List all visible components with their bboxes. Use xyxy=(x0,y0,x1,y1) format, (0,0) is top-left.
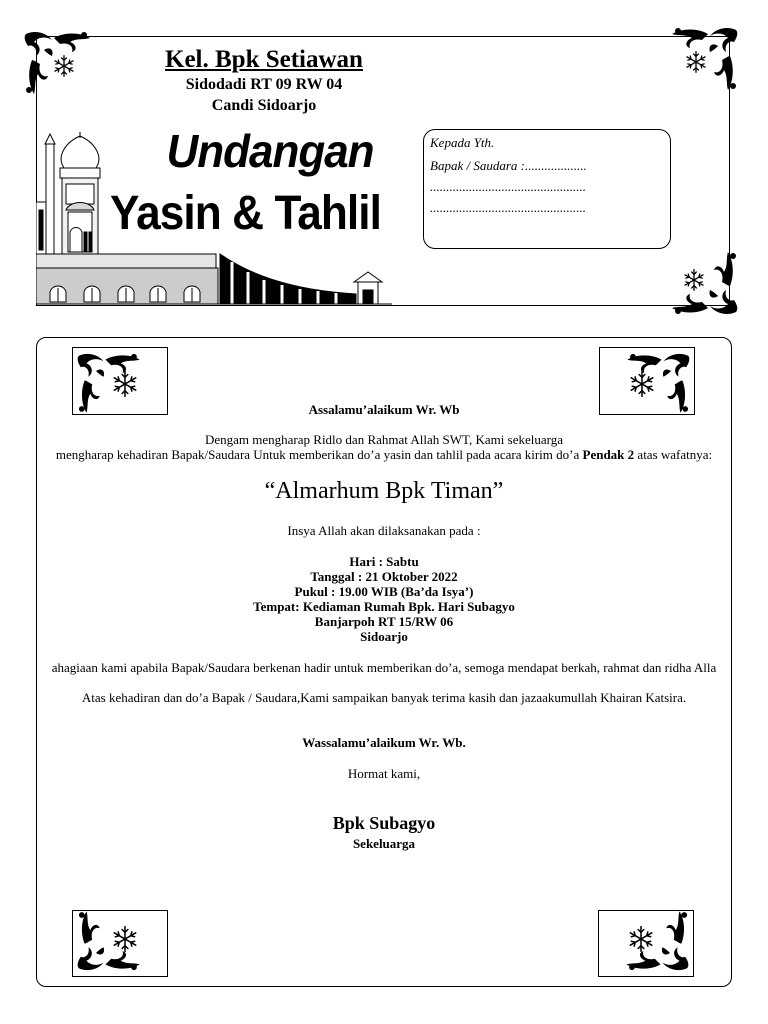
address-line-2: Candi Sidoarjo xyxy=(211,97,317,114)
schedule-place: Tempat: Kediaman Rumah Bpk. Hari Subagyo xyxy=(253,599,515,614)
mosque-icon xyxy=(36,132,392,306)
title-yasin-tahlil: Yasin & Tahlil xyxy=(110,187,381,240)
recipient-box xyxy=(423,129,671,249)
recipient-name-field: Bapak / Saudara :................... xyxy=(430,158,587,173)
schedule-place-address: Banjarpoh RT 15/RW 06 xyxy=(314,614,454,629)
floral-corner-icon xyxy=(599,911,693,976)
pendak-label: Pendak 2 xyxy=(582,447,635,462)
greeting: Assalamu’alaikum Wr. Wb xyxy=(308,402,460,417)
address-line-1: Sidodadi RT 09 RW 04 xyxy=(185,76,343,93)
floral-corner-icon xyxy=(662,26,738,92)
floral-corner-icon xyxy=(73,911,167,976)
title-undangan: Undangan xyxy=(166,126,374,178)
closing-greeting: Wassalamu’alaikum Wr. Wb. xyxy=(302,735,466,750)
recipient-dots-line: ................................................ xyxy=(430,179,586,194)
regards: Hormat kami, xyxy=(347,766,421,781)
recipient-to-label: Kepada Yth. xyxy=(430,135,495,150)
schedule-date: Tanggal : 21 Oktober 2022 xyxy=(310,569,458,584)
host-family: Sekeluarga xyxy=(352,836,416,851)
host-name: Bpk Subagyo xyxy=(332,813,436,833)
schedule-day: Hari : Sabtu xyxy=(349,554,419,569)
floral-corner-icon xyxy=(660,250,738,316)
schedule-intro: Insya Allah akan dilaksanakan pada : xyxy=(287,523,481,538)
hope-line: ahagiaan kami apabila Bapak/Saudara berkenan hadir untuk memberikan do’a, semoga mendapat berkah, rahmat dan ridha Alla xyxy=(51,660,717,675)
deceased-name: “Almarhum Bpk Timan” xyxy=(264,478,504,504)
intro-text-end: atas wafatnya: xyxy=(634,447,713,462)
intro-line-2 xyxy=(0,447,768,463)
intro-text: mengharap kehadiran Bapak/Saudara Untuk memberikan do’a yasin dan tahlil pada acara kirim do’a xyxy=(55,447,583,462)
family-name: Kel. Bpk Setiawan xyxy=(165,46,363,73)
schedule-place-city: Sidoarjo xyxy=(360,629,408,644)
ornament-frame xyxy=(598,910,694,977)
ornament-frame xyxy=(72,910,168,977)
thanks-line: Atas kehadiran dan do’a Bapak / Saudara,Kami sampaikan banyak terima kasih dan jazaakumullah Khairan Katsira. xyxy=(81,690,687,705)
schedule-time: Pukul : 19.00 WIB (Ba’da Isya’) xyxy=(294,584,474,599)
recipient-dots-line: ................................................ xyxy=(430,200,586,215)
intro-line-1: Dengam mengharap Ridlo dan Rahmat Allah SWT, Kami sekeluarga xyxy=(204,432,563,447)
